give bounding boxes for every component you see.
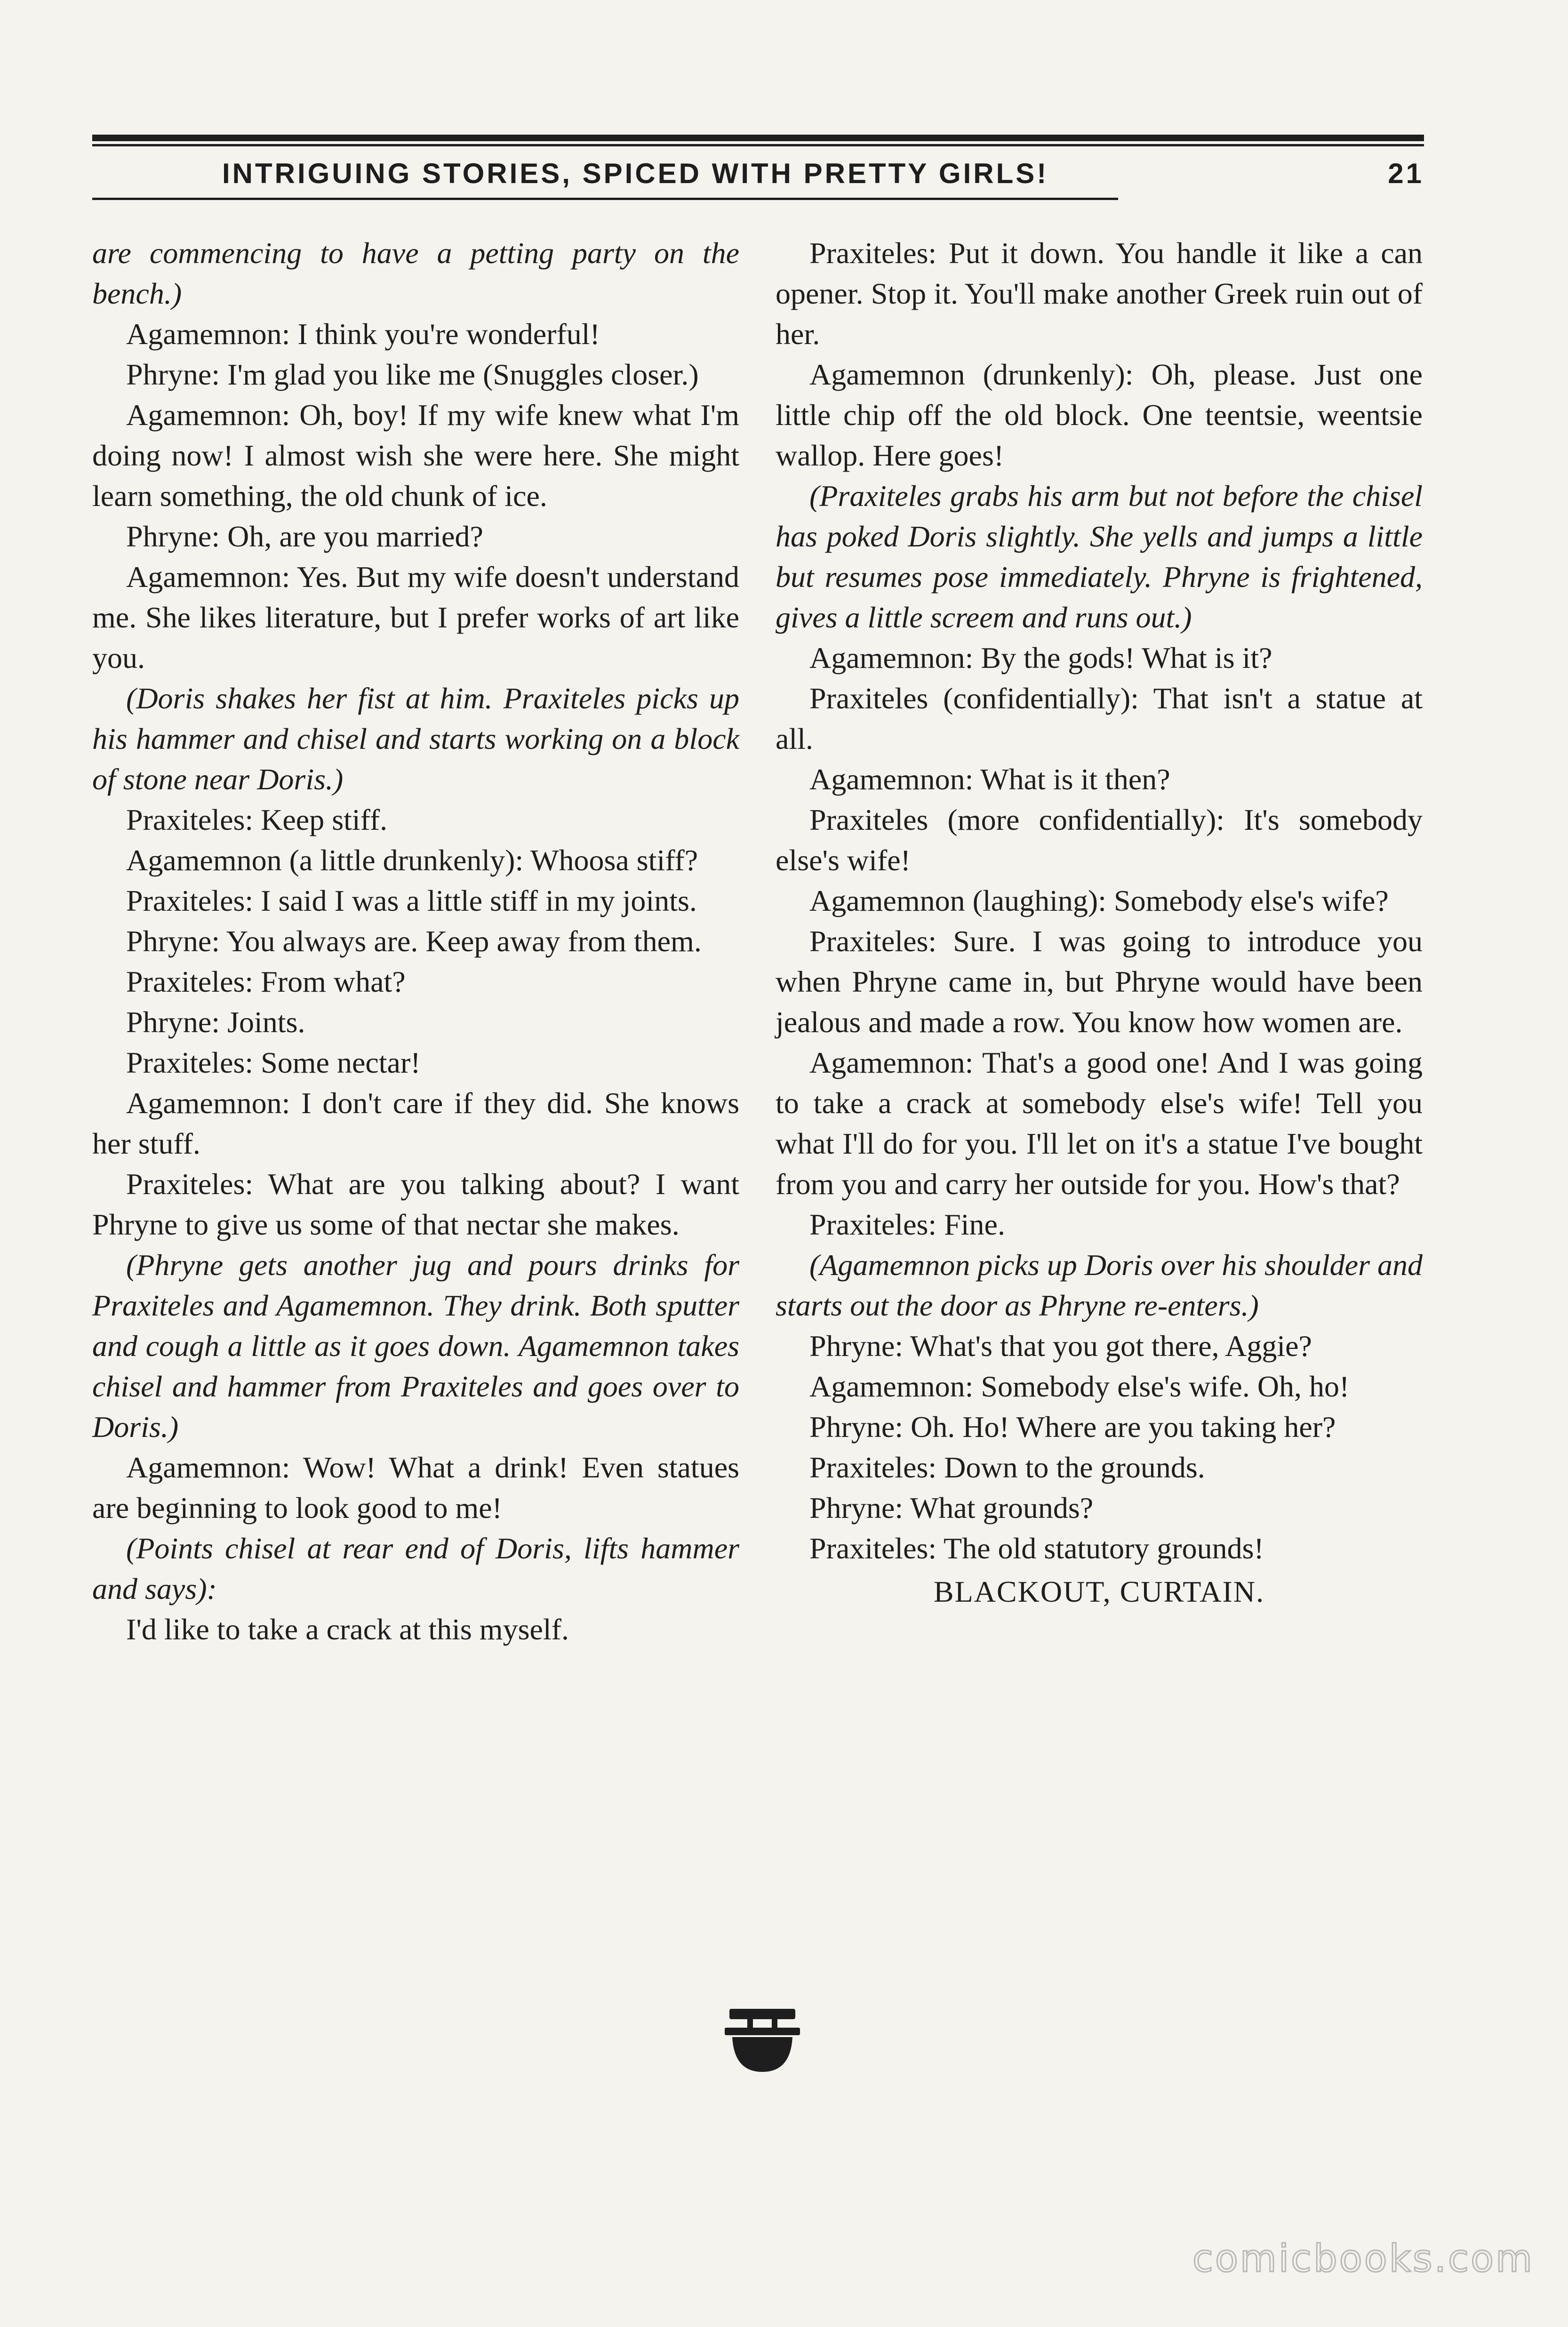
stage-direction: (Praxiteles grabs his arm but not before the chisel has poked Doris slightly. She yells and jumps a little but resumes pose immediately. Phryne is frightened, gives a little screem and runs out.): [776, 479, 1423, 634]
dialogue-paragraph: Praxiteles: Sure. I was going to introduce you when Phryne came in, but Phryne would have been jealous and made a row. You know how women are.: [776, 924, 1423, 1039]
stage-direction: (Points chisel at rear end of Doris, lifts hammer and says):: [92, 1532, 739, 1605]
dialogue-paragraph: Praxiteles: From what?: [126, 965, 406, 998]
dialogue-paragraph: Praxiteles: Fine.: [809, 1208, 1005, 1241]
running-header: [92, 150, 1424, 197]
dialogue-paragraph: Agamemnon: Somebody else's wife. Oh, ho!: [809, 1370, 1350, 1403]
closing-line: BLACKOUT, CURTAIN.: [933, 1575, 1265, 1608]
dialogue-paragraph: Agamemnon: That's a good one! And I was going to take a crack at somebody else's wife! Tell you what I'll do for you. I'll let on it's a statue I've bought from you and carry her outside for you. How's that?: [776, 1046, 1423, 1201]
dialogue-paragraph: Phryne: I'm glad you like me (Snuggles closer.): [126, 358, 699, 391]
dialogue-paragraph: Agamemnon: Yes. But my wife doesn't understand me. She likes literature, but I prefer works of art like you.: [92, 560, 739, 674]
dialogue-paragraph: Agamemnon: I don't care if they did. She knows her stuff.: [92, 1086, 739, 1160]
header-rule-bottom: [92, 198, 1118, 200]
dialogue-paragraph: Agamemnon (laughing): Somebody else's wife?: [809, 884, 1389, 917]
dialogue-paragraph: Agamemnon: What is it then?: [809, 762, 1170, 796]
dialogue-paragraph: Phryne: You always are. Keep away from them.: [126, 924, 702, 958]
watermark: comicbooks.com: [1192, 2237, 1534, 2280]
header-rule-top: [92, 135, 1424, 141]
dialogue-paragraph: Praxiteles: What are you talking about? I want Phryne to give us some of that nectar she makes.: [92, 1167, 739, 1241]
dialogue-paragraph: Praxiteles: The old statutory grounds!: [809, 1532, 1264, 1565]
dialogue-paragraph: Praxiteles: Put it down. You handle it like a can opener. Stop it. You'll make another Greek ruin out of her.: [776, 236, 1423, 351]
dialogue-paragraph: Agamemnon: Wow! What a drink! Even statues are beginning to look good to me!: [92, 1451, 739, 1525]
stage-direction: are commencing to have a petting party on the bench.): [92, 236, 739, 310]
dialogue-paragraph: Praxiteles: I said I was a little stiff in my joints.: [126, 884, 697, 917]
end-ornament-icon: [725, 2009, 800, 2075]
dialogue-paragraph: Praxiteles: Down to the grounds.: [809, 1451, 1205, 1484]
dialogue-paragraph: Phryne: What's that you got there, Aggie?: [809, 1329, 1312, 1363]
stage-direction: (Doris shakes her fist at him. Praxiteles picks up his hammer and chisel and starts working on a block of stone near Doris.): [92, 682, 739, 796]
running-header-title: INTRIGUING STORIES, SPICED WITH PRETTY GIRLS!: [222, 157, 1049, 189]
dialogue-paragraph: Praxiteles: Keep stiff.: [126, 803, 388, 836]
page-number: 21: [1388, 157, 1424, 189]
dialogue-paragraph: Agamemnon (a little drunkenly): Whoosa stiff?: [126, 843, 698, 877]
dialogue-paragraph: Praxiteles (more confidentially): It's somebody else's wife!: [776, 803, 1423, 877]
stage-direction: (Phryne gets another jug and pours drinks for Praxiteles and Agamemnon. They drink. Both sputter and cough a little as it goes down. Agamemnon takes chisel and hammer from Praxiteles and goes over to Doris.): [92, 1248, 739, 1444]
left-column: [92, 233, 739, 1650]
stage-direction: (Agamemnon picks up Doris over his shoulder and starts out the door as Phryne re-enters.): [776, 1248, 1423, 1322]
dialogue-paragraph: Phryne: Oh, are you married?: [126, 520, 483, 553]
dialogue-paragraph: Agamemnon: By the gods! What is it?: [809, 641, 1272, 674]
dialogue-paragraph: I'd like to take a crack at this myself.: [126, 1613, 569, 1646]
dialogue-paragraph: Phryne: Oh. Ho! Where are you taking her?: [809, 1410, 1336, 1444]
dialogue-paragraph: Praxiteles: Some nectar!: [126, 1046, 421, 1079]
right-column: [776, 233, 1423, 1612]
dialogue-paragraph: Agamemnon: Oh, boy! If my wife knew what I'm doing now! I almost wish she were here. She might learn something, the old chunk of ice.: [92, 398, 739, 513]
dialogue-paragraph: Praxiteles (confidentially): That isn't a statue at all.: [776, 682, 1423, 755]
dialogue-paragraph: Phryne: Joints.: [126, 1005, 305, 1039]
dialogue-paragraph: Agamemnon: I think you're wonderful!: [126, 317, 600, 351]
dialogue-paragraph: Phryne: What grounds?: [809, 1491, 1094, 1525]
dialogue-paragraph: Agamemnon (drunkenly): Oh, please. Just one little chip off the old block. One teentsie, weentsie wallop. Here goes!: [776, 358, 1423, 472]
header-rule-top-thin: [92, 144, 1424, 146]
